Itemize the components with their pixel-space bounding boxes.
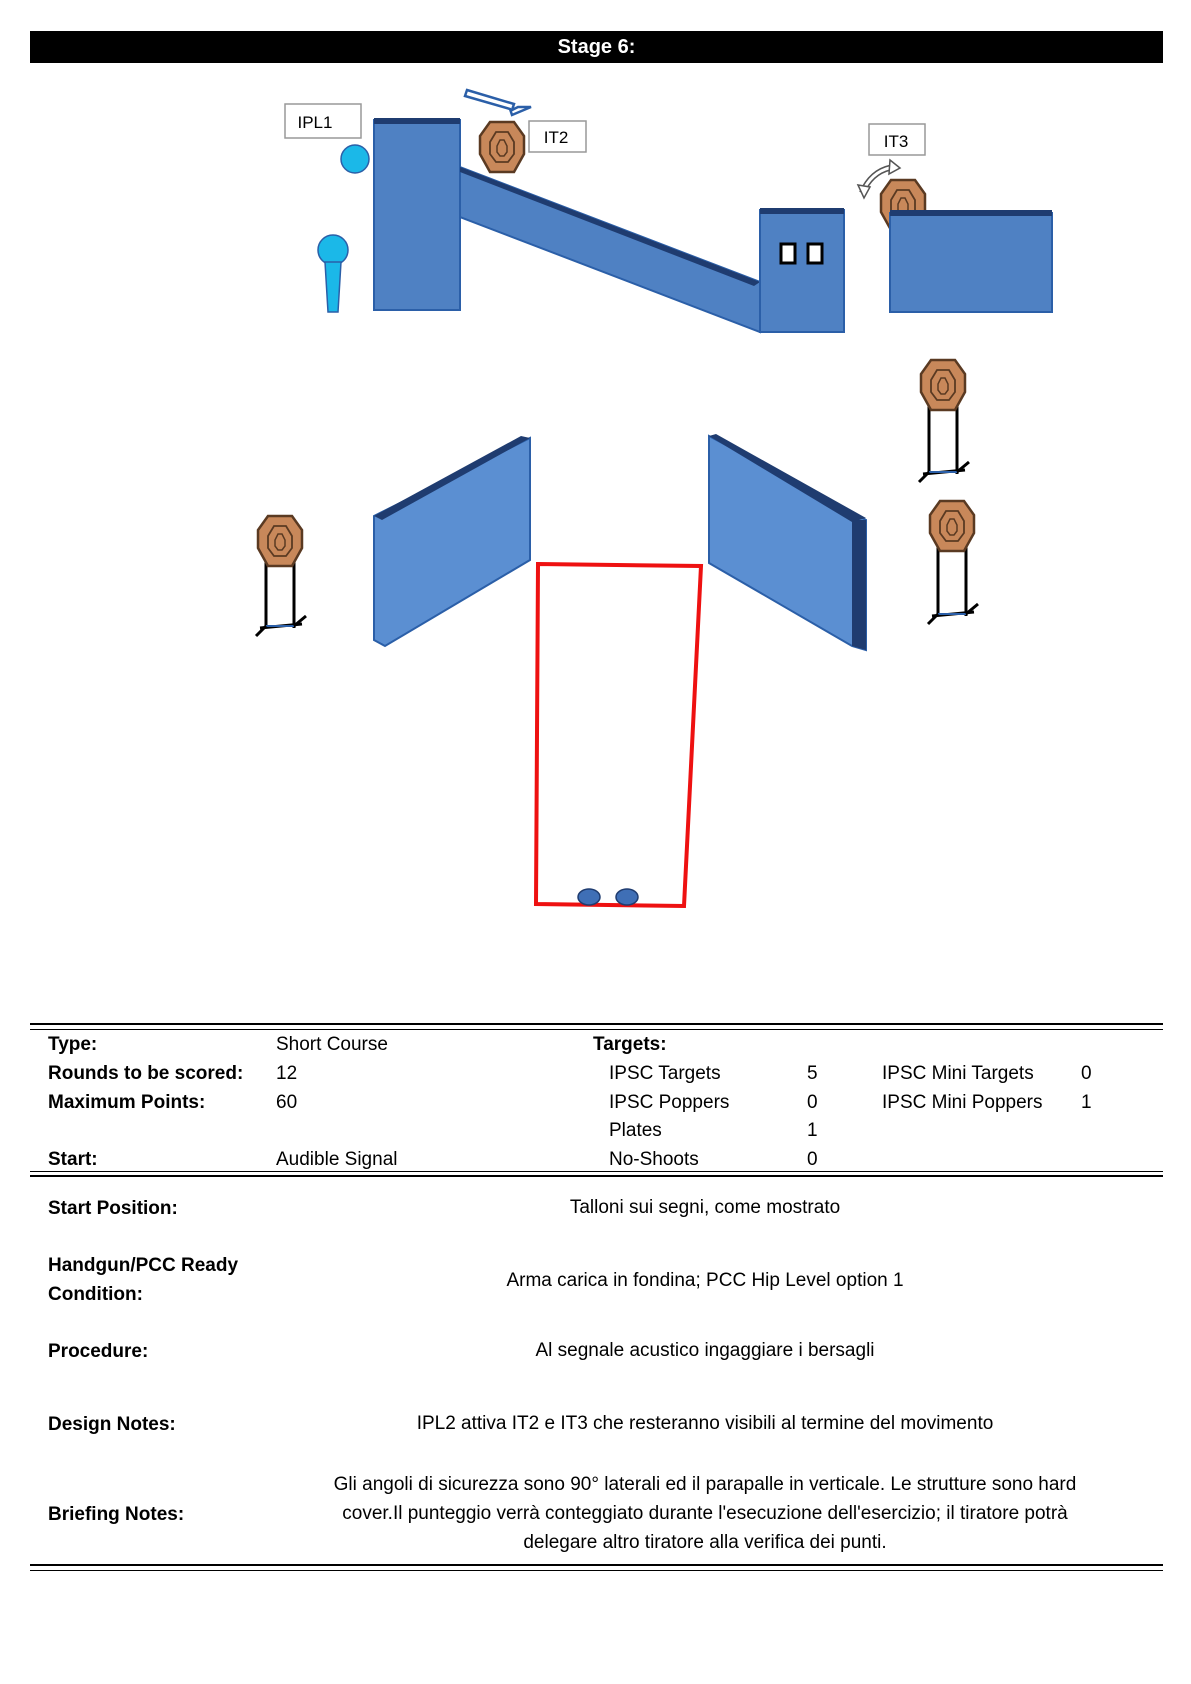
rule [30, 1023, 1163, 1025]
shooting-area [536, 564, 701, 906]
rounds-label: Rounds to be scored: [48, 1063, 244, 1084]
target-right-bottom [930, 501, 974, 551]
type-value: Short Course [276, 1034, 388, 1055]
ipl1-activator [341, 145, 369, 173]
rounds-value: 12 [276, 1063, 298, 1084]
label-it3 [869, 124, 925, 155]
briefing-notes-line: cover.Il punteggio verrà conteggiato durante l'esecuzione dell'esercizio; il tiratore potrà [342, 1503, 1068, 1524]
mini-target-type: IPSC Mini Targets [882, 1063, 1034, 1084]
start-mark-right [616, 889, 638, 905]
box-structure [760, 208, 844, 332]
start-position-label: Start Position: [48, 1198, 178, 1219]
ready-condition-label: Handgun/PCC Ready [48, 1255, 239, 1276]
start-mark-left [578, 889, 600, 905]
type-label: Type: [48, 1034, 98, 1055]
wall-left-tall [374, 118, 460, 310]
wall-angled-left [374, 436, 530, 646]
target-type: IPSC Targets [609, 1063, 721, 1084]
label-ipl1 [285, 104, 361, 138]
svg-text:IPL1: IPL1 [297, 113, 333, 132]
arrow-right-icon [465, 90, 531, 115]
wall-sloped [460, 167, 760, 332]
target-right-top [921, 360, 965, 410]
rule [30, 1029, 1163, 1030]
design-notes-value: IPL2 attiva IT2 e IT3 che resteranno visibili al termine del movimento [416, 1413, 994, 1434]
target-left [258, 516, 302, 566]
mini-target-type: IPSC Mini Poppers [882, 1092, 1043, 1113]
target-it2 [480, 122, 524, 172]
stage-title: Stage 6: [30, 31, 1163, 63]
procedure-value: Al segnale acustico ingaggiare i bersagli [535, 1340, 875, 1361]
target-type: IPSC Poppers [609, 1092, 730, 1113]
svg-text:IT2: IT2 [543, 128, 569, 147]
target-count: 1 [807, 1120, 818, 1141]
rule [30, 1175, 1163, 1177]
target-count: 0 [807, 1149, 818, 1170]
ready-condition-label: Condition: [48, 1284, 143, 1305]
svg-text:IT3: IT3 [883, 132, 909, 151]
start-value: Audible Signal [276, 1149, 398, 1170]
briefing-notes-label: Briefing Notes: [48, 1504, 185, 1525]
briefing-notes-line: Gli angoli di sicurezza sono 90° laterali ed il parapalle in verticale. Le strutture sono hard [333, 1474, 1077, 1495]
start-position-value: Talloni sui segni, come mostrato [569, 1197, 841, 1218]
ready-condition-value: Arma carica in fondina; PCC Hip Level option 1 [506, 1270, 904, 1291]
target-type: Plates [609, 1120, 662, 1141]
design-notes-label: Design Notes: [48, 1414, 176, 1435]
target-count: 0 [807, 1092, 818, 1113]
rule [30, 1564, 1163, 1566]
max-points-label: Maximum Points: [48, 1092, 206, 1113]
targets-label: Targets: [593, 1034, 667, 1055]
briefing-notes-line: delegare altro tiratore alla verifica dei punti. [523, 1532, 887, 1553]
mini-target-count: 0 [1081, 1063, 1092, 1084]
wall-angled-right [709, 434, 866, 650]
start-label: Start: [48, 1149, 98, 1170]
mini-target-count: 1 [1081, 1092, 1092, 1113]
rule [30, 1171, 1163, 1172]
procedure-label: Procedure: [48, 1341, 149, 1362]
target-count: 5 [807, 1063, 818, 1084]
wall-right [890, 210, 1052, 312]
label-it2 [529, 121, 586, 152]
rule [30, 1570, 1163, 1571]
mini-popper [318, 235, 348, 312]
target-type: No-Shoots [609, 1149, 699, 1170]
max-points-value: 60 [276, 1092, 298, 1113]
